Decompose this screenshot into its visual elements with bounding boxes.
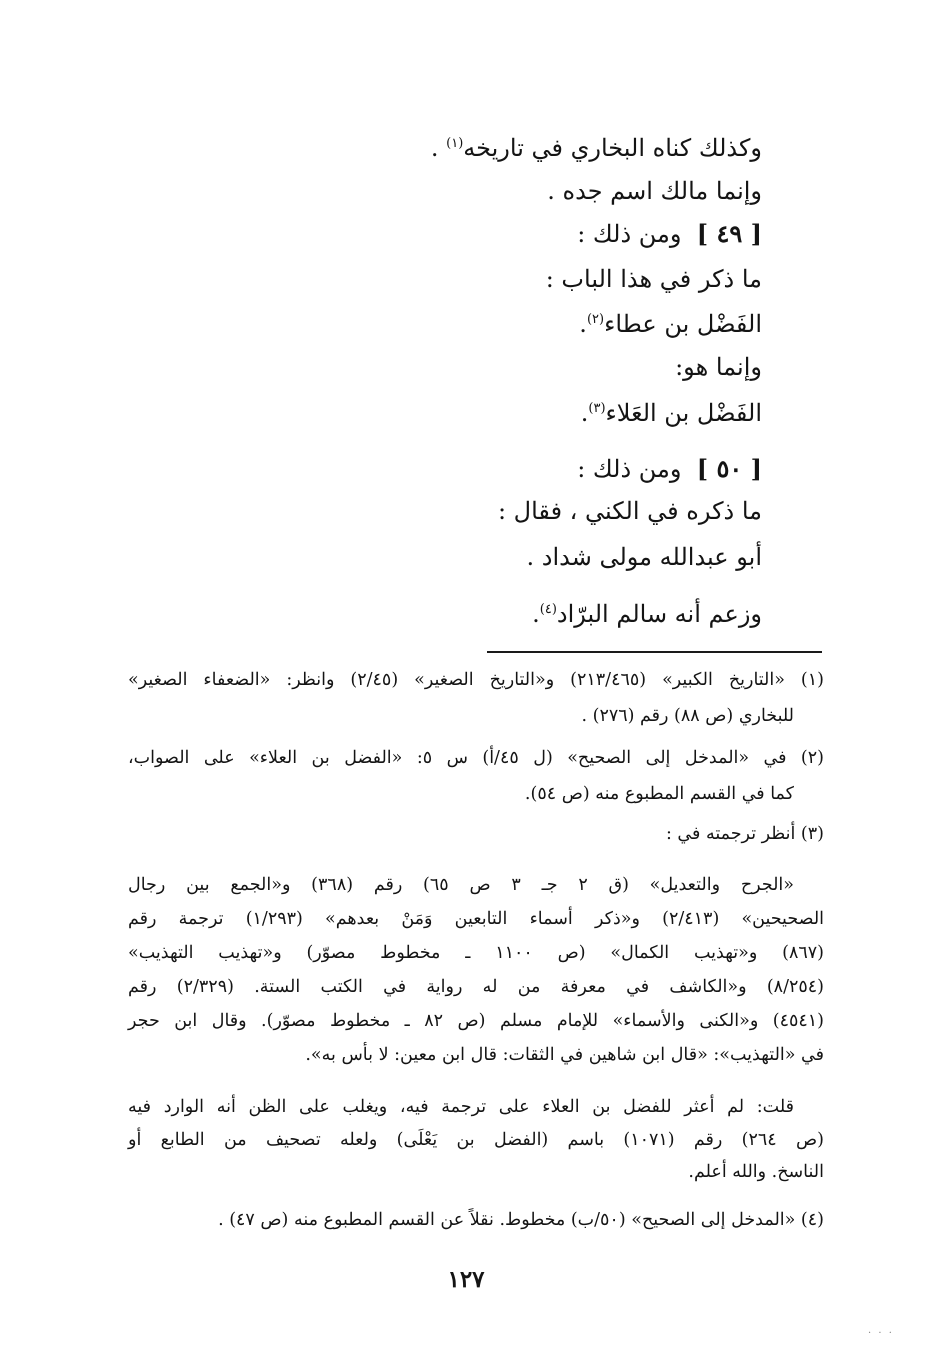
main-line-9: ما ذكره في الكني ، فقال : bbox=[497, 497, 762, 525]
footnote-3-line-4: (٨/٢٥٤) و«الكاشف في معرفة من له رواية في الكتب الستة. (٢/٣٢٩) رقم bbox=[128, 977, 824, 997]
footnote-2-line-1: (٢) في «المدخل إلى الصحيح» (ل ٤٥/أ) س ٥: «الفضل بن العلاء» على الصواب، bbox=[128, 748, 824, 768]
footnote-1-line-1: (١) «التاريخ الكبير» (٢١٣/٤٦٥) و«التاريخ الصغير» (٢/٤٥) وانظر: «الضعفاء الصغير» bbox=[128, 670, 824, 690]
footnote-2-line-2: كما في القسم المطبوع منه (ص ٥٤). bbox=[524, 784, 794, 804]
main-line-2: وإنما مالك اسم جده . bbox=[547, 177, 762, 205]
main-line-8: [ ٥٠ ] ومن ذلك : bbox=[577, 454, 762, 483]
main-line-5: الفَضْل بن عطاء$^{(٢)}$. bbox=[579, 310, 762, 338]
main-line-1: وكذلك كناه البخاري في تاريخه$^{(١)}$ . bbox=[430, 134, 762, 162]
footnote-3-line-3: (٨٦٧) و«تهذيب الكمال» (ص ١١٠٠ ـ مخطوط مصوّر) و«تهذيب التهذيب» bbox=[128, 943, 824, 963]
main-line-11: وزعم أنه سالم البرّاد$^{(٤)}$. bbox=[532, 600, 762, 628]
main-line-7: الفَضْل بن العَلاء$^{(٣)}$. bbox=[580, 399, 762, 427]
footnote-ref-3: (٣) bbox=[588, 401, 606, 416]
footnote-1-line-2: للبخاري (ص ٨٨) رقم (٢٧٦) . bbox=[581, 706, 794, 726]
footnote-3-comment-line-1: قلت: لم أعثر للفضل بن العلاء على ترجمة فيه، ويغلب على الظن أنه الوارد فيه bbox=[128, 1097, 794, 1117]
footnote-ref-2: (٢) bbox=[586, 312, 605, 327]
main-line-6: وإنما هو: bbox=[675, 353, 762, 381]
footnote-3-comment-line-2: (ص ٢٦٤) رقم (١٠٧١) باسم (الفضل بن يَعْلَى) ولعله تصحيف من الطابع أو bbox=[128, 1130, 824, 1150]
footnote-divider bbox=[487, 651, 822, 653]
footnote-3-heading: (٣) أنظر ترجمته في : bbox=[665, 824, 824, 844]
footnote-3-line-2: الصحيحين» (٢/٤١٣) و«ذكر أسماء التابعين وَمَنْ بعدهم» (١/٢٩٣) ترجمة رقم bbox=[128, 909, 825, 929]
footnote-ref-4: (٤) bbox=[539, 602, 557, 617]
footnote-3-comment-line-3: الناسخ. والله أعلم. bbox=[688, 1162, 824, 1182]
main-line-3: [ ٤٩ ] ومن ذلك : bbox=[577, 219, 762, 248]
page-number: ١٢٧ bbox=[447, 1266, 485, 1293]
footnote-3-line-1: «الجرح والتعديل» (ق ٢ جـ ٣ ص ٦٥) رقم (٣٦٨) و«الجمع بين رجال bbox=[128, 875, 794, 895]
footnote-3-line-6: في «التهذيب»: «قال ابن شاهين في الثقات: قال ابن معين: لا بأس به». bbox=[305, 1045, 824, 1065]
scan-speckles: · · · bbox=[868, 1328, 894, 1339]
footnote-3-line-5: (٤٥٤١) و«الكنى والأسماء» للإمام مسلم (ص ٨٢ ـ مخطوط مصوّر). وقال ابن حجر bbox=[128, 1011, 824, 1031]
footnote-4: (٤) «المدخل إلى الصحيح» (٥٠/ب) مخطوط. نقلاً عن القسم المطبوع منه (ص ٤٧) . bbox=[218, 1210, 824, 1230]
entry-number-50: [ ٥٠ ] bbox=[696, 454, 762, 483]
footnote-ref-1: (١) bbox=[446, 136, 464, 151]
main-line-10: أبو عبدالله مولى شداد . bbox=[526, 543, 762, 571]
main-line-4: ما ذكر في هذا الباب : bbox=[545, 265, 762, 293]
entry-number-49: [ ٤٩ ] bbox=[696, 219, 762, 248]
